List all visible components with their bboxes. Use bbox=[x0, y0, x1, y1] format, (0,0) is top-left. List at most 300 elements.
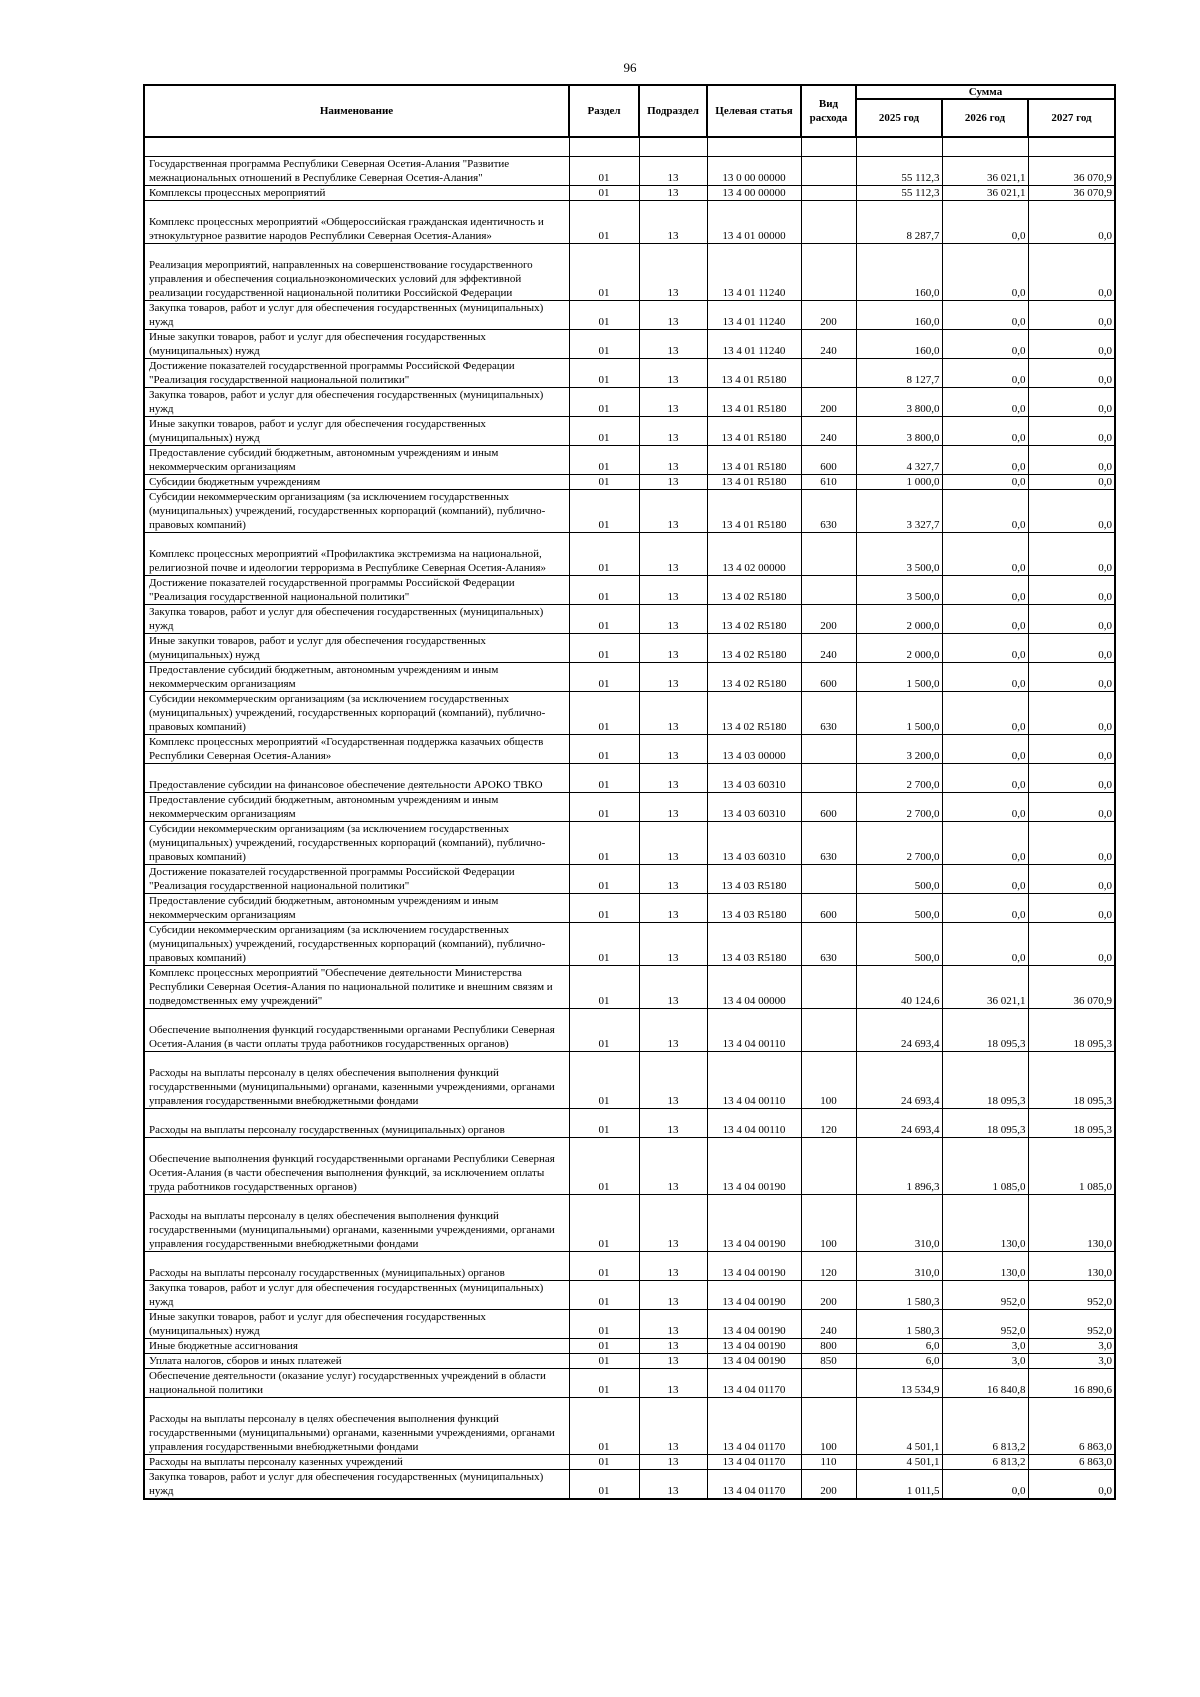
row-amount-2025: 500,0 bbox=[856, 923, 942, 966]
row-expense-type: 600 bbox=[801, 793, 856, 822]
row-podrazdel: 13 bbox=[639, 634, 707, 663]
row-razdel: 01 bbox=[569, 490, 639, 533]
header-spacer-row bbox=[144, 137, 1115, 157]
page-number: 96 bbox=[623, 60, 637, 75]
row-podrazdel: 13 bbox=[639, 301, 707, 330]
row-amount-2025: 3 327,7 bbox=[856, 490, 942, 533]
row-amount-2025: 24 693,4 bbox=[856, 1109, 942, 1138]
row-amount-2025: 1 500,0 bbox=[856, 663, 942, 692]
table-row bbox=[144, 417, 1115, 446]
table-row bbox=[144, 735, 1115, 764]
row-podrazdel: 13 bbox=[639, 1252, 707, 1281]
row-razdel: 01 bbox=[569, 966, 639, 1009]
row-amount-2026: 0,0 bbox=[942, 692, 1028, 735]
row-amount-2026: 952,0 bbox=[942, 1281, 1028, 1310]
row-amount-2025: 3 500,0 bbox=[856, 533, 942, 576]
table-row bbox=[144, 301, 1115, 330]
row-amount-2027: 18 095,3 bbox=[1028, 1052, 1115, 1109]
row-podrazdel: 13 bbox=[639, 186, 707, 201]
row-amount-2027: 3,0 bbox=[1028, 1339, 1115, 1354]
row-amount-2025: 1 011,5 bbox=[856, 1470, 942, 1500]
row-name: Расходы на выплаты персоналу государственных (муниципальных) органов bbox=[144, 1252, 569, 1281]
row-amount-2026: 0,0 bbox=[942, 475, 1028, 490]
row-amount-2027: 0,0 bbox=[1028, 359, 1115, 388]
row-razdel: 01 bbox=[569, 1052, 639, 1109]
row-razdel: 01 bbox=[569, 822, 639, 865]
row-amount-2025: 3 800,0 bbox=[856, 417, 942, 446]
row-amount-2027: 0,0 bbox=[1028, 865, 1115, 894]
row-expense-type bbox=[801, 157, 856, 186]
row-amount-2026: 0,0 bbox=[942, 301, 1028, 330]
budget-table bbox=[143, 84, 1116, 1500]
row-name: Достижение показателей государственной программы Российской Федерации "Реализация государственной национальной политики" bbox=[144, 576, 569, 605]
row-amount-2027: 0,0 bbox=[1028, 764, 1115, 793]
table-row bbox=[144, 576, 1115, 605]
row-podrazdel: 13 bbox=[639, 1138, 707, 1195]
row-razdel: 01 bbox=[569, 692, 639, 735]
row-podrazdel: 13 bbox=[639, 533, 707, 576]
row-podrazdel: 13 bbox=[639, 1281, 707, 1310]
row-name: Предоставление субсидий бюджетным, автономным учреждениям и иным некоммерческим организациям bbox=[144, 793, 569, 822]
row-razdel: 01 bbox=[569, 1369, 639, 1398]
table-row bbox=[144, 1398, 1115, 1455]
row-amount-2027: 0,0 bbox=[1028, 490, 1115, 533]
row-expense-type bbox=[801, 1369, 856, 1398]
row-amount-2026: 0,0 bbox=[942, 417, 1028, 446]
row-name: Комплекс процессных мероприятий "Обеспечение деятельности Министерства Республики Северная Осетия-Алания по национальной политике и внешним связям и подведомственных ему учреждений" bbox=[144, 966, 569, 1009]
row-amount-2026: 3,0 bbox=[942, 1354, 1028, 1369]
row-amount-2025: 2 700,0 bbox=[856, 793, 942, 822]
row-name: Предоставление субсидий бюджетным, автономным учреждениям и иным некоммерческим организациям bbox=[144, 894, 569, 923]
row-target-article: 13 4 03 60310 bbox=[707, 793, 801, 822]
row-amount-2025: 6,0 bbox=[856, 1354, 942, 1369]
row-podrazdel: 13 bbox=[639, 894, 707, 923]
row-amount-2025: 160,0 bbox=[856, 244, 942, 301]
row-target-article: 13 4 01 11240 bbox=[707, 330, 801, 359]
row-razdel: 01 bbox=[569, 1398, 639, 1455]
row-razdel: 01 bbox=[569, 359, 639, 388]
row-podrazdel: 13 bbox=[639, 157, 707, 186]
row-target-article: 13 4 04 00000 bbox=[707, 966, 801, 1009]
row-amount-2026: 0,0 bbox=[942, 388, 1028, 417]
row-target-article: 13 4 02 R5180 bbox=[707, 663, 801, 692]
row-amount-2026: 0,0 bbox=[942, 634, 1028, 663]
table-row bbox=[144, 490, 1115, 533]
row-name: Закупка товаров, работ и услуг для обеспечения государственных (муниципальных) нужд bbox=[144, 605, 569, 634]
row-podrazdel: 13 bbox=[639, 1398, 707, 1455]
table-row bbox=[144, 605, 1115, 634]
row-name: Предоставление субсидии на финансовое обеспечение деятельности АРОКО ТВКО bbox=[144, 764, 569, 793]
row-amount-2027: 36 070,9 bbox=[1028, 966, 1115, 1009]
row-amount-2026: 16 840,8 bbox=[942, 1369, 1028, 1398]
row-name: Расходы на выплаты персоналу в целях обеспечения выполнения функций государственными (муниципальными) органами, казенными учреждениями, органами управления государственными внебюджетными фондами bbox=[144, 1052, 569, 1109]
row-target-article: 13 4 02 R5180 bbox=[707, 576, 801, 605]
row-target-article: 13 4 01 00000 bbox=[707, 201, 801, 244]
row-expense-type: 630 bbox=[801, 692, 856, 735]
row-expense-type: 200 bbox=[801, 388, 856, 417]
row-razdel: 01 bbox=[569, 1310, 639, 1339]
row-target-article: 13 4 04 00110 bbox=[707, 1009, 801, 1052]
row-podrazdel: 13 bbox=[639, 865, 707, 894]
row-name: Комплексы процессных мероприятий bbox=[144, 186, 569, 201]
row-amount-2026: 0,0 bbox=[942, 663, 1028, 692]
row-name: Закупка товаров, работ и услуг для обеспечения государственных (муниципальных) нужд bbox=[144, 301, 569, 330]
header-sum: Сумма bbox=[856, 85, 1115, 99]
row-expense-type: 110 bbox=[801, 1455, 856, 1470]
row-expense-type bbox=[801, 359, 856, 388]
row-amount-2026: 36 021,1 bbox=[942, 966, 1028, 1009]
row-amount-2025: 1 896,3 bbox=[856, 1138, 942, 1195]
row-target-article: 13 4 04 01170 bbox=[707, 1455, 801, 1470]
row-expense-type bbox=[801, 865, 856, 894]
row-amount-2025: 3 500,0 bbox=[856, 576, 942, 605]
row-name: Иные закупки товаров, работ и услуг для обеспечения государственных (муниципальных) нужд bbox=[144, 634, 569, 663]
row-amount-2025: 310,0 bbox=[856, 1195, 942, 1252]
row-name: Предоставление субсидий бюджетным, автономным учреждениям и иным некоммерческим организациям bbox=[144, 446, 569, 475]
table-row bbox=[144, 822, 1115, 865]
row-amount-2027: 0,0 bbox=[1028, 894, 1115, 923]
table-row bbox=[144, 1109, 1115, 1138]
row-expense-type: 100 bbox=[801, 1195, 856, 1252]
row-name: Субсидии некоммерческим организациям (за исключением государственных (муниципальных) учреждений, государственных корпораций (компаний), публично-правовых компаний) bbox=[144, 923, 569, 966]
row-podrazdel: 13 bbox=[639, 330, 707, 359]
row-expense-type bbox=[801, 244, 856, 301]
table-row bbox=[144, 157, 1115, 186]
row-target-article: 13 4 04 01170 bbox=[707, 1398, 801, 1455]
row-expense-type bbox=[801, 966, 856, 1009]
row-target-article: 13 4 04 00190 bbox=[707, 1281, 801, 1310]
row-expense-type bbox=[801, 764, 856, 793]
header-year-2025: 2025 год bbox=[856, 99, 942, 137]
row-amount-2027: 0,0 bbox=[1028, 301, 1115, 330]
row-amount-2026: 0,0 bbox=[942, 764, 1028, 793]
row-name: Субсидии некоммерческим организациям (за исключением государственных (муниципальных) учреждений, государственных корпораций (компаний), публично-правовых компаний) bbox=[144, 490, 569, 533]
row-name: Закупка товаров, работ и услуг для обеспечения государственных (муниципальных) нужд bbox=[144, 388, 569, 417]
row-target-article: 13 4 03 00000 bbox=[707, 735, 801, 764]
row-amount-2026: 0,0 bbox=[942, 330, 1028, 359]
row-razdel: 01 bbox=[569, 735, 639, 764]
row-target-article: 13 4 03 R5180 bbox=[707, 865, 801, 894]
row-amount-2026: 0,0 bbox=[942, 735, 1028, 764]
row-podrazdel: 13 bbox=[639, 1339, 707, 1354]
row-name: Уплата налогов, сборов и иных платежей bbox=[144, 1354, 569, 1369]
row-amount-2027: 0,0 bbox=[1028, 388, 1115, 417]
table-row bbox=[144, 894, 1115, 923]
row-podrazdel: 13 bbox=[639, 1009, 707, 1052]
table-row bbox=[144, 865, 1115, 894]
row-podrazdel: 13 bbox=[639, 1310, 707, 1339]
row-amount-2026: 0,0 bbox=[942, 1470, 1028, 1500]
row-name: Комплекс процессных мероприятий «Профилактика экстремизма на национальной, религиозной почве и идеологии терроризма в Республике Северная Осетия-Алания» bbox=[144, 533, 569, 576]
row-target-article: 13 4 03 60310 bbox=[707, 764, 801, 793]
row-amount-2027: 0,0 bbox=[1028, 244, 1115, 301]
row-name: Предоставление субсидий бюджетным, автономным учреждениям и иным некоммерческим организациям bbox=[144, 663, 569, 692]
row-razdel: 01 bbox=[569, 1281, 639, 1310]
row-podrazdel: 13 bbox=[639, 966, 707, 1009]
row-amount-2025: 55 112,3 bbox=[856, 157, 942, 186]
row-expense-type: 600 bbox=[801, 894, 856, 923]
row-podrazdel: 13 bbox=[639, 201, 707, 244]
row-amount-2027: 0,0 bbox=[1028, 201, 1115, 244]
table-row bbox=[144, 663, 1115, 692]
row-name: Субсидии некоммерческим организациям (за исключением государственных (муниципальных) учреждений, государственных корпораций (компаний), публично-правовых компаний) bbox=[144, 692, 569, 735]
table-row bbox=[144, 1470, 1115, 1500]
table-row bbox=[144, 1281, 1115, 1310]
row-target-article: 13 4 01 R5180 bbox=[707, 446, 801, 475]
row-amount-2027: 36 070,9 bbox=[1028, 186, 1115, 201]
table-row bbox=[144, 1052, 1115, 1109]
row-expense-type: 630 bbox=[801, 923, 856, 966]
row-podrazdel: 13 bbox=[639, 1052, 707, 1109]
row-expense-type bbox=[801, 201, 856, 244]
row-name: Расходы на выплаты персоналу в целях обеспечения выполнения функций государственными (муниципальными) органами, казенными учреждениями, органами управления государственными внебюджетными фондами bbox=[144, 1398, 569, 1455]
row-razdel: 01 bbox=[569, 793, 639, 822]
row-name: Реализация мероприятий, направленных на совершенствование государственного управления и обеспечения социальноэкономических условий для эффективной реализации государственной национальной политики Российской Федерации bbox=[144, 244, 569, 301]
row-razdel: 01 bbox=[569, 446, 639, 475]
header-expense-type: Вид расхода bbox=[801, 85, 856, 137]
row-amount-2027: 0,0 bbox=[1028, 634, 1115, 663]
header-year-2026: 2026 год bbox=[942, 99, 1028, 137]
row-expense-type bbox=[801, 576, 856, 605]
row-amount-2027: 0,0 bbox=[1028, 663, 1115, 692]
row-podrazdel: 13 bbox=[639, 764, 707, 793]
row-name: Субсидии некоммерческим организациям (за исключением государственных (муниципальных) учреждений, государственных корпораций (компаний), публично-правовых компаний) bbox=[144, 822, 569, 865]
row-amount-2027: 130,0 bbox=[1028, 1252, 1115, 1281]
row-target-article: 13 4 01 R5180 bbox=[707, 388, 801, 417]
row-razdel: 01 bbox=[569, 1455, 639, 1470]
row-amount-2027: 130,0 bbox=[1028, 1195, 1115, 1252]
row-podrazdel: 13 bbox=[639, 663, 707, 692]
row-podrazdel: 13 bbox=[639, 1109, 707, 1138]
row-target-article: 13 4 04 01170 bbox=[707, 1369, 801, 1398]
row-name: Иные закупки товаров, работ и услуг для обеспечения государственных (муниципальных) нужд bbox=[144, 330, 569, 359]
table-row bbox=[144, 923, 1115, 966]
row-amount-2026: 0,0 bbox=[942, 359, 1028, 388]
row-podrazdel: 13 bbox=[639, 1369, 707, 1398]
row-amount-2026: 130,0 bbox=[942, 1195, 1028, 1252]
row-podrazdel: 13 bbox=[639, 822, 707, 865]
row-expense-type bbox=[801, 186, 856, 201]
row-razdel: 01 bbox=[569, 186, 639, 201]
row-amount-2026: 0,0 bbox=[942, 865, 1028, 894]
row-razdel: 01 bbox=[569, 923, 639, 966]
table-row bbox=[144, 330, 1115, 359]
row-name: Иные закупки товаров, работ и услуг для обеспечения государственных (муниципальных) нужд bbox=[144, 417, 569, 446]
row-amount-2027: 0,0 bbox=[1028, 822, 1115, 865]
table-row bbox=[144, 692, 1115, 735]
row-amount-2027: 0,0 bbox=[1028, 576, 1115, 605]
row-amount-2026: 0,0 bbox=[942, 822, 1028, 865]
row-expense-type bbox=[801, 533, 856, 576]
row-razdel: 01 bbox=[569, 1470, 639, 1500]
row-amount-2025: 1 580,3 bbox=[856, 1310, 942, 1339]
row-amount-2027: 952,0 bbox=[1028, 1310, 1115, 1339]
header-podrazdel: Подраздел bbox=[639, 85, 707, 137]
row-razdel: 01 bbox=[569, 865, 639, 894]
row-amount-2026: 0,0 bbox=[942, 576, 1028, 605]
row-razdel: 01 bbox=[569, 663, 639, 692]
row-amount-2027: 36 070,9 bbox=[1028, 157, 1115, 186]
row-amount-2025: 55 112,3 bbox=[856, 186, 942, 201]
row-amount-2027: 0,0 bbox=[1028, 923, 1115, 966]
row-amount-2026: 0,0 bbox=[942, 605, 1028, 634]
row-podrazdel: 13 bbox=[639, 1195, 707, 1252]
row-target-article: 13 4 02 00000 bbox=[707, 533, 801, 576]
header-year-2027: 2027 год bbox=[1028, 99, 1115, 137]
row-amount-2027: 0,0 bbox=[1028, 446, 1115, 475]
row-razdel: 01 bbox=[569, 244, 639, 301]
table-row bbox=[144, 1369, 1115, 1398]
row-razdel: 01 bbox=[569, 533, 639, 576]
row-target-article: 13 4 01 R5180 bbox=[707, 359, 801, 388]
row-amount-2025: 4 501,1 bbox=[856, 1398, 942, 1455]
row-amount-2027: 0,0 bbox=[1028, 330, 1115, 359]
row-amount-2027: 0,0 bbox=[1028, 692, 1115, 735]
table-row bbox=[144, 1339, 1115, 1354]
table-row bbox=[144, 966, 1115, 1009]
row-podrazdel: 13 bbox=[639, 576, 707, 605]
row-amount-2025: 3 800,0 bbox=[856, 388, 942, 417]
table-row bbox=[144, 1138, 1115, 1195]
row-target-article: 13 4 04 01170 bbox=[707, 1470, 801, 1500]
row-amount-2026: 0,0 bbox=[942, 244, 1028, 301]
table-row bbox=[144, 186, 1115, 201]
header-name: Наименование bbox=[144, 85, 569, 137]
row-target-article: 13 4 00 00000 bbox=[707, 186, 801, 201]
table-row bbox=[144, 1009, 1115, 1052]
row-amount-2026: 130,0 bbox=[942, 1252, 1028, 1281]
row-name: Расходы на выплаты персоналу в целях обеспечения выполнения функций государственными (муниципальными) органами, казенными учреждениями, органами управления государственными внебюджетными фондами bbox=[144, 1195, 569, 1252]
header-razdel: Раздел bbox=[569, 85, 639, 137]
row-name: Достижение показателей государственной программы Российской Федерации "Реализация государственной национальной политики" bbox=[144, 865, 569, 894]
row-razdel: 01 bbox=[569, 1138, 639, 1195]
row-target-article: 13 4 01 R5180 bbox=[707, 490, 801, 533]
row-amount-2025: 310,0 bbox=[856, 1252, 942, 1281]
row-amount-2025: 2 000,0 bbox=[856, 634, 942, 663]
row-podrazdel: 13 bbox=[639, 1470, 707, 1500]
row-amount-2025: 1 000,0 bbox=[856, 475, 942, 490]
row-expense-type: 600 bbox=[801, 663, 856, 692]
row-target-article: 13 4 01 R5180 bbox=[707, 475, 801, 490]
row-expense-type bbox=[801, 1009, 856, 1052]
row-amount-2025: 8 127,7 bbox=[856, 359, 942, 388]
row-razdel: 01 bbox=[569, 157, 639, 186]
row-amount-2026: 36 021,1 bbox=[942, 157, 1028, 186]
row-expense-type: 100 bbox=[801, 1398, 856, 1455]
row-amount-2025: 1 580,3 bbox=[856, 1281, 942, 1310]
row-amount-2026: 18 095,3 bbox=[942, 1109, 1028, 1138]
row-amount-2027: 1 085,0 bbox=[1028, 1138, 1115, 1195]
row-target-article: 13 4 04 00190 bbox=[707, 1339, 801, 1354]
row-amount-2026: 18 095,3 bbox=[942, 1052, 1028, 1109]
row-amount-2026: 0,0 bbox=[942, 923, 1028, 966]
row-expense-type: 240 bbox=[801, 1310, 856, 1339]
row-name: Достижение показателей государственной программы Российской Федерации "Реализация государственной национальной политики" bbox=[144, 359, 569, 388]
row-name: Комплекс процессных мероприятий «Общероссийская гражданская идентичность и этнокультурное развитие народов Республики Северная Осетия-Алания» bbox=[144, 201, 569, 244]
row-razdel: 01 bbox=[569, 605, 639, 634]
row-expense-type: 120 bbox=[801, 1252, 856, 1281]
table-body bbox=[144, 137, 1115, 1499]
row-target-article: 13 4 01 R5180 bbox=[707, 417, 801, 446]
row-target-article: 13 4 04 00190 bbox=[707, 1354, 801, 1369]
row-razdel: 01 bbox=[569, 634, 639, 663]
row-amount-2026: 6 813,2 bbox=[942, 1398, 1028, 1455]
row-amount-2026: 1 085,0 bbox=[942, 1138, 1028, 1195]
row-razdel: 01 bbox=[569, 1109, 639, 1138]
row-razdel: 01 bbox=[569, 417, 639, 446]
row-amount-2027: 0,0 bbox=[1028, 417, 1115, 446]
row-target-article: 13 4 04 00190 bbox=[707, 1252, 801, 1281]
row-target-article: 13 4 04 00110 bbox=[707, 1052, 801, 1109]
row-amount-2027: 0,0 bbox=[1028, 793, 1115, 822]
row-name: Закупка товаров, работ и услуг для обеспечения государственных (муниципальных) нужд bbox=[144, 1281, 569, 1310]
table-row bbox=[144, 201, 1115, 244]
table-row bbox=[144, 1252, 1115, 1281]
row-name: Расходы на выплаты персоналу казенных учреждений bbox=[144, 1455, 569, 1470]
row-expense-type: 120 bbox=[801, 1109, 856, 1138]
row-podrazdel: 13 bbox=[639, 605, 707, 634]
row-podrazdel: 13 bbox=[639, 692, 707, 735]
row-amount-2026: 18 095,3 bbox=[942, 1009, 1028, 1052]
row-expense-type: 850 bbox=[801, 1354, 856, 1369]
row-expense-type bbox=[801, 1138, 856, 1195]
row-target-article: 13 4 01 11240 bbox=[707, 244, 801, 301]
row-amount-2026: 6 813,2 bbox=[942, 1455, 1028, 1470]
row-name: Обеспечение выполнения функций государственными органами Республики Северная Осетия-Алания (в части оплаты труда работников государственных органов) bbox=[144, 1009, 569, 1052]
row-amount-2025: 24 693,4 bbox=[856, 1052, 942, 1109]
row-amount-2025: 500,0 bbox=[856, 865, 942, 894]
row-target-article: 13 4 03 60310 bbox=[707, 822, 801, 865]
row-amount-2027: 952,0 bbox=[1028, 1281, 1115, 1310]
row-amount-2027: 0,0 bbox=[1028, 475, 1115, 490]
row-amount-2027: 6 863,0 bbox=[1028, 1455, 1115, 1470]
row-name: Иные бюджетные ассигнования bbox=[144, 1339, 569, 1354]
row-razdel: 01 bbox=[569, 388, 639, 417]
row-target-article: 13 4 02 R5180 bbox=[707, 605, 801, 634]
row-razdel: 01 bbox=[569, 1339, 639, 1354]
row-amount-2026: 0,0 bbox=[942, 533, 1028, 576]
row-razdel: 01 bbox=[569, 330, 639, 359]
row-target-article: 13 4 02 R5180 bbox=[707, 692, 801, 735]
row-amount-2025: 4 327,7 bbox=[856, 446, 942, 475]
row-razdel: 01 bbox=[569, 1195, 639, 1252]
row-amount-2025: 160,0 bbox=[856, 330, 942, 359]
table-row bbox=[144, 533, 1115, 576]
row-razdel: 01 bbox=[569, 1252, 639, 1281]
row-amount-2026: 3,0 bbox=[942, 1339, 1028, 1354]
row-amount-2026: 0,0 bbox=[942, 201, 1028, 244]
row-amount-2025: 500,0 bbox=[856, 894, 942, 923]
row-podrazdel: 13 bbox=[639, 417, 707, 446]
row-razdel: 01 bbox=[569, 894, 639, 923]
row-expense-type: 200 bbox=[801, 1281, 856, 1310]
row-amount-2025: 2 700,0 bbox=[856, 764, 942, 793]
row-name: Государственная программа Республики Северная Осетия-Алания "Развитие межнациональных отношений в Республике Северная Осетия-Алания" bbox=[144, 157, 569, 186]
row-name: Субсидии бюджетным учреждениям bbox=[144, 475, 569, 490]
row-amount-2026: 0,0 bbox=[942, 446, 1028, 475]
row-amount-2025: 24 693,4 bbox=[856, 1009, 942, 1052]
row-expense-type: 800 bbox=[801, 1339, 856, 1354]
row-amount-2025: 13 534,9 bbox=[856, 1369, 942, 1398]
row-amount-2025: 2 700,0 bbox=[856, 822, 942, 865]
row-target-article: 13 4 03 R5180 bbox=[707, 894, 801, 923]
row-target-article: 13 4 04 00110 bbox=[707, 1109, 801, 1138]
row-amount-2025: 6,0 bbox=[856, 1339, 942, 1354]
row-podrazdel: 13 bbox=[639, 359, 707, 388]
row-razdel: 01 bbox=[569, 475, 639, 490]
row-amount-2027: 6 863,0 bbox=[1028, 1398, 1115, 1455]
row-name: Комплекс процессных мероприятий «Государственная поддержка казачьих обществ Республики Северная Осетия-Алания» bbox=[144, 735, 569, 764]
